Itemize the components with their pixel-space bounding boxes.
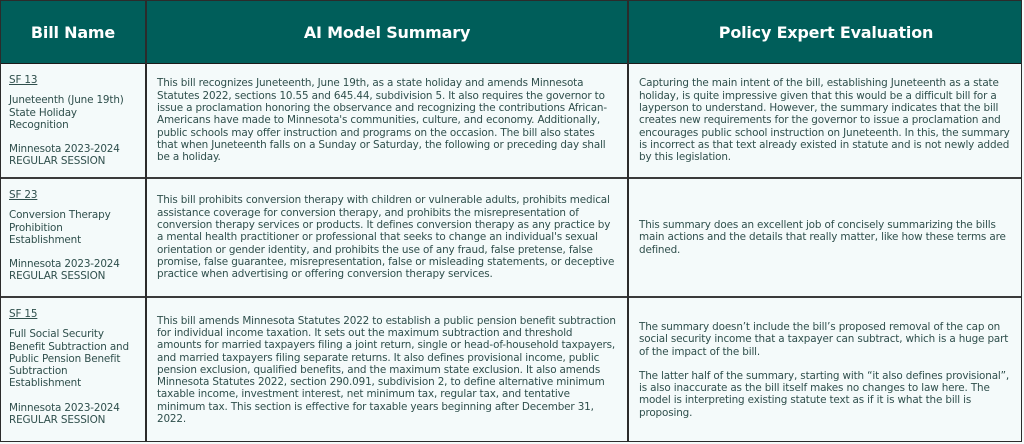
ai-summary-cell: [147, 64, 626, 177]
column-divider: [145, 1, 147, 441]
column-divider: [627, 1, 629, 441]
bill-title: Full Social Security Benefit Subtraction and Public Pension Benefit Subtraction Establishment: [9, 328, 129, 390]
table-row: [1, 298, 1021, 442]
evaluation-cell: [629, 298, 1023, 442]
ai-summary-cell: [147, 298, 626, 442]
bill-title: Conversion Therapy Prohibition Establishment: [9, 209, 111, 246]
header-bill-name: Bill Name: [30, 22, 116, 42]
table-row: [1, 179, 1021, 296]
bill-session-type: REGULAR SESSION: [9, 270, 106, 283]
bill-session-type: REGULAR SESSION: [9, 414, 106, 427]
bill-id-link[interactable]: SF 13: [9, 74, 38, 86]
bill-name-cell: [1, 64, 145, 177]
ai-summary-text: This bill prohibits conversion therapy with children or vulnerable adults, prohibits medical assistance coverage for conversion therapy, and prohibits the misrepresentation of conversion therapy services or products. It defines conversion therapy as any practice by a mental health practitioner or professional that seeks to change an individual's sexual orientation or gender identity, and prohibits the use of any fraud, false pretense, false promise, false guarantee, misrepresentation, false or misleading statements, or deceptive practice when advertising or offering conversion therapy services.: [157, 194, 615, 281]
evaluation-text: The summary doesn’t include the bill’s proposed removal of the cap on social security income that a taxpayer can subtract, which is a huge part of the impact of the bill.: [639, 320, 1009, 358]
bill-name-cell: [1, 298, 145, 442]
bill-title: Juneteenth (June 19th) State Holiday Recognition: [9, 94, 124, 131]
bill-session-year: Minnesota 2023-2024: [9, 143, 120, 156]
evaluation-text: This summary does an excellent job of concisely summarizing the bills main actions and the details that really matter, like how these terms are defined.: [639, 219, 1006, 256]
bill-id-link[interactable]: SF 15: [9, 308, 38, 320]
evaluation-text: Capturing the main intent of the bill, establishing Juneteenth as a state holiday, is quite impressive given that this would be a difficult bill for a layperson to understand. However, the summary indicates that the bill creates new requirements for the governor to issue a proclamation and encourages public school instruction on Juneteenth. In this, the summary is incorrect as that text already existed in statute and is not newly added by this legislation.: [639, 77, 1010, 164]
table-header: [1, 1, 1021, 64]
ai-summary-text: This bill amends Minnesota Statutes 2022 to establish a public pension benefit subtraction for individual income taxation. It sets out the maximum subtraction and threshold amounts for married taxpayers filing a joint return, single or head-of-household taxpayers, and married taxpayers filing separate returns. It also defines provisional income, public pension exclusion, qualified benefits, and the maximum state exclusion. It also amends Minnesota Statutes 2022, section 290.091, subdivision 2, to define alternative minimum taxable income, investment interest, net minimum tax, regular tax, and tentative minimum tax. This section is effective for taxable years beginning after December 31, 2022.: [157, 314, 616, 426]
ai-summary-text: This bill recognizes Juneteenth, June 19th, as a state holiday and amends Minnesota Statutes 2022, sections 10.55 and 645.44, subdivision 5. It also requires the governor to issue a proclamation honoring the observance and recognizing the contributions African-Americans have made to Minnesota's communities, culture, and economy. Additionally, public schools may offer instruction and programs on the occasion. The bill also states that when Juneteenth falls on a Sunday or Saturday, the following or preceding day shall be a holiday.: [157, 77, 607, 164]
header-expert-evaluation: Policy Expert Evaluation: [718, 22, 934, 42]
bill-name-cell: [1, 179, 145, 296]
evaluation-text: The latter half of the summary, starting with “it also defines provisional”, is also inaccurate as the bill itself makes no changes to law here. The model is interpreting existing statute text as if it is what the bill is proposing.: [639, 369, 1010, 419]
bill-id-link[interactable]: SF 23: [9, 189, 38, 201]
evaluation-cell: [629, 179, 1023, 296]
table-row: [1, 64, 1021, 177]
bill-session-type: REGULAR SESSION: [9, 155, 106, 168]
bill-session-year: Minnesota 2023-2024: [9, 258, 120, 271]
evaluation-cell: [629, 64, 1023, 177]
ai-summary-cell: [147, 179, 626, 296]
header-ai-summary: AI Model Summary: [303, 22, 471, 42]
bill-session-year: Minnesota 2023-2024: [9, 401, 120, 414]
